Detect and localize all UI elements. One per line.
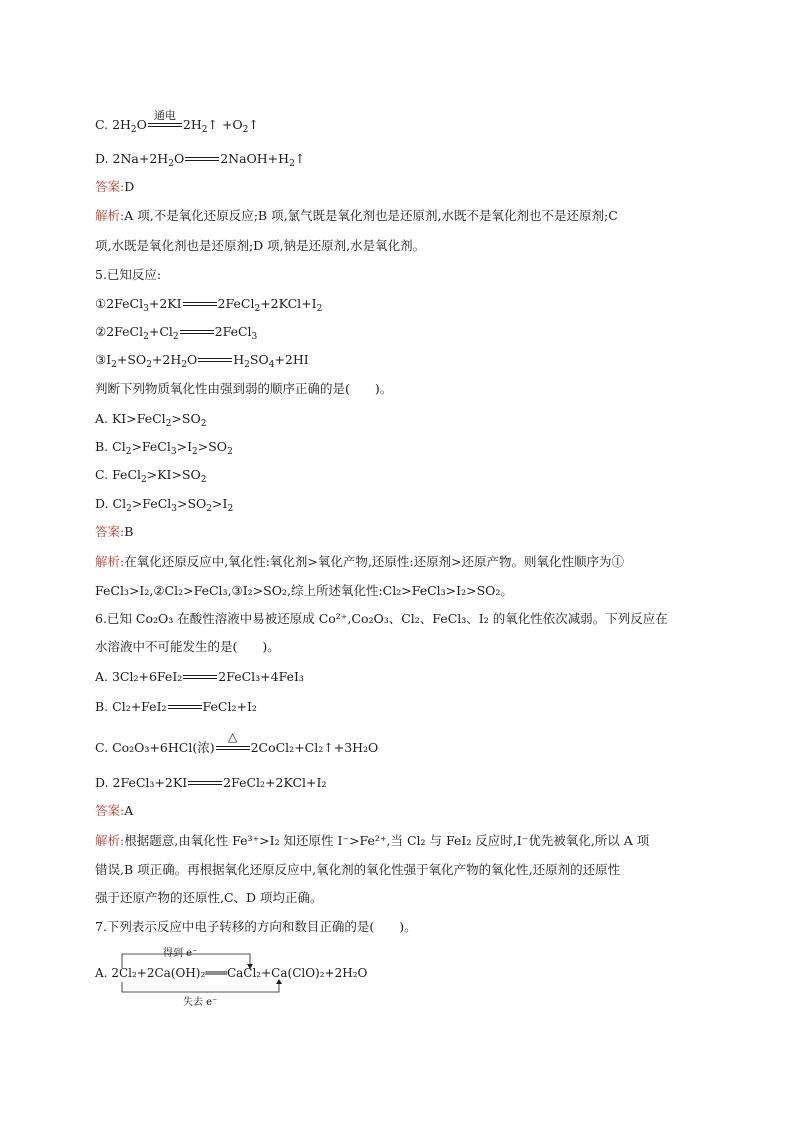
eq-text: 2FeCl: [217, 296, 255, 311]
answer-label: 答案:: [95, 803, 125, 818]
eq-text: ↑: [248, 117, 259, 132]
q5-option-b: B. $Cl_2>FeCl_3>I_2>SO_2$: [95, 439, 233, 457]
eq-text: 2NaOH+H: [220, 151, 290, 166]
eq-text: +2H: [151, 352, 182, 367]
explanation-label: 解析:: [95, 833, 125, 848]
equation-arrow: [148, 108, 182, 130]
explanation-3-line-2: 错误,B 项正确。再根据氧化还原反应中,氧化剂的氧化性强于氧化产物的氧化性,还原剂的还原性: [95, 862, 621, 877]
option-text: A. 3Cl₂+6FeI₂: [95, 669, 183, 684]
option-text: >SO: [197, 439, 228, 454]
eq-text: H: [233, 352, 245, 367]
question-7-stem: 7.下列表示反应中电子转移的方向和数目正确的是( )。: [95, 919, 417, 934]
question-6-stem-line-2: 水溶液中不可能发生的是( )。: [95, 639, 280, 654]
equation-arrow: [198, 357, 232, 365]
explanation-label: 解析:: [95, 208, 125, 223]
question-5-ask: 判断下列物质氧化性由强到弱的顺序正确的是( )。: [95, 381, 393, 396]
eq-text: C. 2H: [95, 117, 131, 132]
eq-text: ③I: [95, 352, 112, 367]
equation-arrow: [168, 704, 202, 712]
option-text: >SO: [177, 496, 207, 511]
answer-line-2: [95, 523, 133, 541]
option-text: >KI>SO: [146, 467, 201, 482]
answer-value: B: [124, 524, 134, 539]
answer-label: 答案:: [95, 524, 125, 539]
eq-text: D. 2Na+2H: [95, 151, 169, 166]
option-text: 2FeCl₃+4FeI₃: [218, 669, 304, 684]
reaction-2: $②2FeCl_2+Cl_2$ 2FeCl$_3$: [95, 324, 258, 342]
reaction-3: $③I_2+SO_2+2H_2O$ $H_2SO_4+2HI$: [95, 352, 309, 370]
option-text: >I: [212, 496, 228, 511]
option-text: FeCl₂+I₂: [202, 699, 257, 714]
eq-text: O: [186, 352, 198, 367]
eq-text: +2HI: [274, 352, 309, 367]
answer-line-3: [95, 802, 133, 820]
option-text: 2FeCl₂+2KCl+I₂: [223, 775, 327, 790]
q5-option-a: A. $KI>FeCl_2>SO_2$: [95, 411, 207, 429]
q7-option-a-equation: [95, 966, 367, 980]
answer-value: A: [124, 803, 134, 818]
explanation-text: 在氧化还原反应中,氧化性:氧化剂>氧化产物,还原性:还原剂>还原产物。则氧化性顺序为①: [124, 554, 625, 569]
answer-label: 答案:: [95, 179, 125, 194]
condition-label: 通电: [153, 108, 176, 122]
option-text: C. FeCl: [95, 467, 142, 482]
option-text: C. Co₂O₃+6HCl(浓): [95, 740, 215, 755]
eq-text: ①2FeCl: [95, 296, 144, 311]
eq-text: O: [173, 151, 185, 166]
equation-arrow: [188, 780, 222, 788]
option-text: B. Cl: [95, 439, 126, 454]
equation-arrow: [185, 156, 219, 164]
equation-arrow: [183, 301, 217, 309]
q5-option-d: D. $Cl_2>FeCl_3>SO_2>I_2$: [95, 496, 234, 514]
option-letter: A.: [95, 966, 108, 980]
eq-text: +2KI: [148, 296, 182, 311]
q6-option-a: [95, 668, 304, 686]
option-text: 2Cl₂+2Ca(OH)₂═══CaCl₂+Ca(ClO)₂+2H₂O: [111, 966, 368, 980]
equation-arrow: [183, 674, 217, 682]
eq-text: ↑: [294, 151, 306, 166]
explanation-2-line-2: FeCl₃>I₂,②Cl₂>FeCl₃,③I₂>SO₂,综上所述氧化性:Cl₂>FeCl₃>I₂>SO₂。: [95, 583, 513, 598]
eq-text: ↑ +O: [207, 117, 243, 132]
lose-electron-label: 失去 e⁻: [183, 997, 218, 1008]
explanation-1-line-1: [95, 207, 618, 225]
equation-arrow: [216, 729, 250, 753]
option-text: >SO: [171, 411, 201, 426]
answer-value: D: [124, 179, 135, 194]
q6-option-c: [95, 729, 379, 757]
option-text: D. 2FeCl₃+2KI: [95, 775, 188, 790]
option-text: >I: [176, 439, 193, 454]
option-text: A. KI>FeCl: [95, 411, 166, 426]
option-text: >FeCl: [131, 439, 171, 454]
eq-text: +Cl: [148, 324, 173, 339]
question-6-stem-line-1: 6.已知 Co₂O₃ 在酸性溶液中易被还原成 Co²⁺,Co₂O₃、Cl₂、FeCl₃、I₂ 的氧化性依次减弱。下列反应在: [95, 611, 668, 626]
eq-text: +SO: [116, 352, 147, 367]
eq-text: +2KCl+I: [260, 296, 317, 311]
explanation-text: A 项,不是氧化还原反应;B 项,氯气既是氧化剂也是还原剂,水既不是氧化剂也不是还原剂;C: [124, 208, 618, 223]
eq-text: 2H: [182, 117, 202, 132]
answer-line-1: [95, 178, 134, 196]
question-5-stem: 5.已知反应:: [95, 267, 162, 282]
gain-electron-label: 得到 e⁻: [163, 948, 198, 959]
option-text: B. Cl₂+FeI₂: [95, 699, 167, 714]
option-text: 2CoCl₂+Cl₂↑+3H₂O: [250, 740, 379, 755]
explanation-3-line-1: [95, 832, 649, 850]
eq-text: 2FeCl: [214, 324, 252, 339]
eq-text: ②2FeCl: [95, 324, 144, 339]
explanation-1-line-2: 项,水既是氧化剂也是还原剂;D 项,钠是还原剂,水是氧化剂。: [95, 238, 426, 253]
q6-option-d: [95, 774, 326, 792]
option-d-sodium-water: D. $2Na+2H_2O$ $2NaOH+H_2↑$: [95, 151, 306, 169]
q5-option-c: C. $FeCl_2>KI>SO_2$: [95, 467, 207, 485]
reaction-1: ①2FeCl$_3$+2KI $2FeCl_2+2KCl+I_2$: [95, 296, 323, 314]
explanation-2-line-1: [95, 553, 624, 571]
electron-transfer-diagram: [95, 942, 368, 1008]
option-c-electrolysis: C. $2H_2O$ 通电 $2H_2↑$ $+O_2↑$: [95, 108, 259, 135]
option-text: D. Cl: [95, 496, 127, 511]
heat-condition-icon: △: [227, 729, 238, 744]
explanation-text: 根据题意,由氧化性 Fe³⁺>I₂ 知还原性 I⁻>Fe²⁺,当 Cl₂ 与 FeI₂ 反应时,I⁻优先被氧化,所以 A 项: [124, 833, 650, 848]
eq-text: SO: [249, 352, 269, 367]
explanation-label: 解析:: [95, 554, 125, 569]
equation-arrow: [180, 329, 214, 337]
q6-option-b: [95, 698, 257, 716]
option-text: >FeCl: [131, 496, 172, 511]
explanation-3-line-3: 强于还原产物的还原性,C、D 项均正确。: [95, 890, 323, 905]
